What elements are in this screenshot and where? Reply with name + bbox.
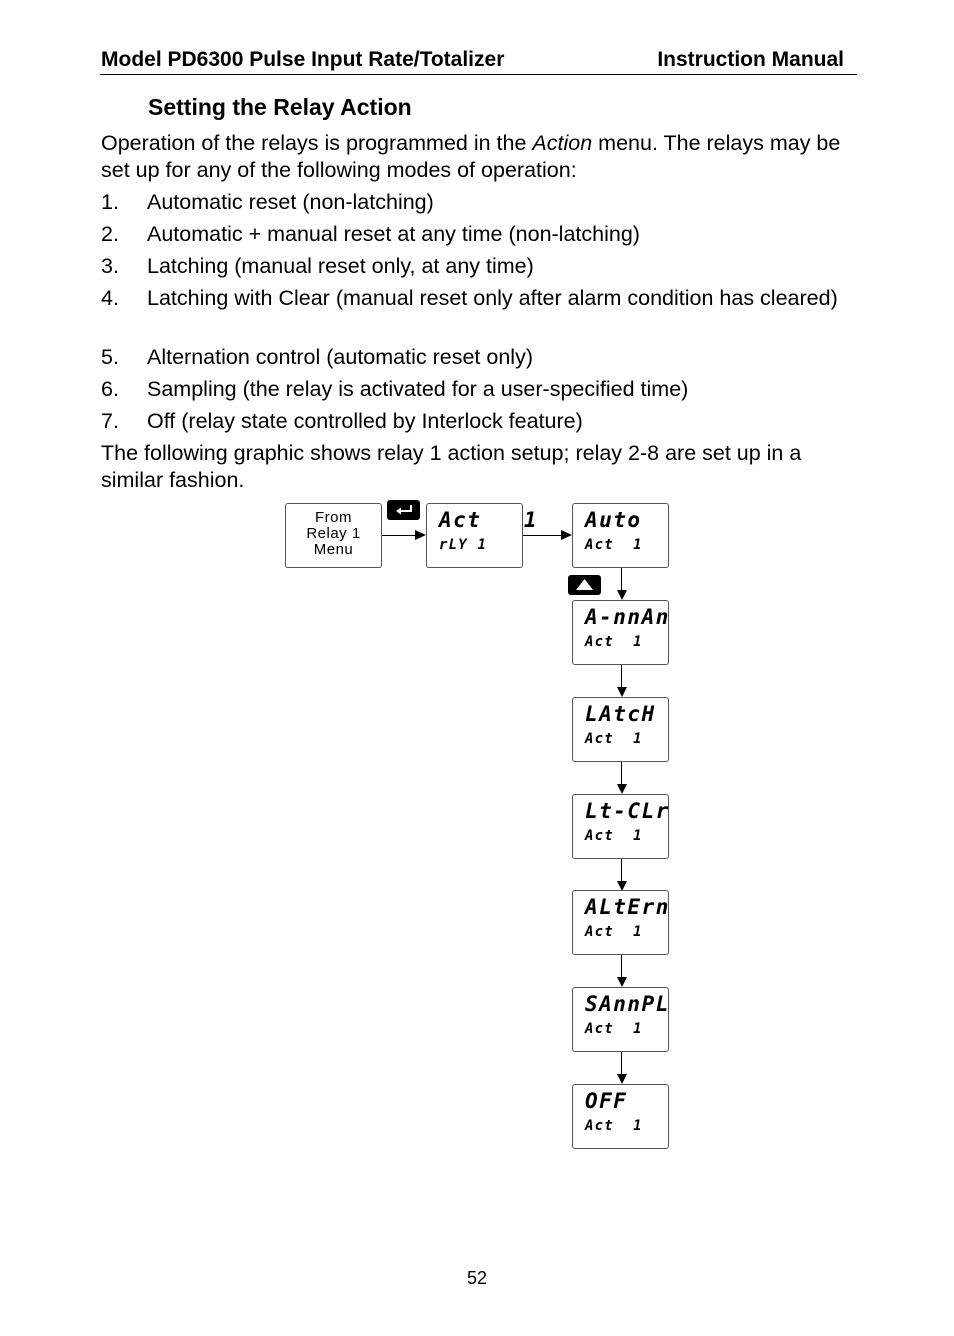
connector-line (621, 955, 622, 977)
arrow-down-icon (617, 784, 627, 794)
up-arrow-key-icon (568, 575, 601, 595)
menu-line: Menu (313, 541, 354, 558)
display-bottom-line: rLY 1 (439, 537, 488, 553)
from-relay-menu-box (285, 503, 382, 568)
intro-paragraph (101, 130, 861, 184)
section-title: Setting the Relay Action (148, 94, 412, 120)
list-number: 2. (101, 222, 119, 246)
list-text: Alternation control (automatic reset only) (147, 345, 533, 369)
list-text: Automatic + manual reset at any time (non-latching) (147, 222, 640, 246)
list-number: 1. (101, 190, 119, 214)
option-box-latch-clear (572, 794, 669, 859)
connector-line (621, 665, 622, 687)
display-top-line: A-nnAn (585, 605, 670, 629)
display-bottom-line: Act 1 (585, 634, 643, 650)
list-number: 4. (101, 286, 119, 310)
option-box-auto-manual (572, 600, 669, 665)
enter-return-icon (387, 500, 420, 520)
display-bottom-line: Act 1 (585, 731, 643, 747)
header-title: Model PD6300 Pulse Input Rate/Totalizer (101, 48, 505, 71)
outro-paragraph: The following graphic shows relay 1 action setup; relay 2-8 are set up in a similar fashion. (101, 441, 802, 492)
option-box-alternate (572, 890, 669, 955)
option-box-sample (572, 987, 669, 1052)
display-top-line: OFF (585, 1089, 628, 1113)
display-top-line: ALtErn (585, 895, 670, 919)
option-box-auto (572, 503, 669, 568)
intro-italic-action: Action (532, 131, 593, 155)
display-bottom-line: Act 1 (585, 924, 643, 940)
option-box-latch (572, 697, 669, 762)
list-text: Off (relay state controlled by Interlock feature) (147, 409, 583, 433)
arrow-down-icon (617, 1074, 627, 1084)
list-text: Sampling (the relay is activated for a user-specified time) (147, 377, 689, 401)
arrow-down-icon (617, 687, 627, 697)
intro-text-after: menu. The relays may be set up for any of the following modes of operation: (101, 131, 841, 182)
display-top-line: Lt-CLr (585, 799, 670, 823)
list-text: Latching with Clear (manual reset only after alarm condition has cleared) (147, 286, 838, 310)
display-bottom-line: Act 1 (585, 1118, 643, 1134)
relay-line: Relay 1 (306, 525, 361, 542)
display-top-line: LAtcH (585, 702, 656, 726)
list-number: 5. (101, 345, 119, 369)
display-bottom-line: Act 1 (585, 537, 643, 553)
connector-line (621, 568, 622, 590)
display-bottom-line: Act 1 (585, 1021, 643, 1037)
arrow-right-icon (561, 530, 572, 540)
display-top-line: Auto (585, 508, 642, 532)
header-manual-label: Instruction Manual (657, 48, 844, 71)
list-number: 3. (101, 254, 119, 278)
page-number: 52 (466, 1268, 488, 1288)
display-top-line: SAnnPL (585, 992, 670, 1016)
connector-line (621, 859, 622, 881)
display-bottom-line: Act 1 (585, 828, 643, 844)
act-display-box (426, 503, 539, 568)
page-header (100, 46, 857, 75)
list-number: 6. (101, 377, 119, 401)
arrow-down-icon (617, 977, 627, 987)
connector-line (382, 535, 416, 536)
list-number: 7. (101, 409, 119, 433)
display-top-line: Act 1 (439, 508, 539, 532)
connector-line (523, 535, 561, 536)
connector-line (621, 1052, 622, 1074)
option-box-off (572, 1084, 669, 1149)
list-text: Automatic reset (non-latching) (147, 190, 434, 214)
arrow-right-icon (415, 530, 426, 540)
list-text: Latching (manual reset only, at any time) (147, 254, 534, 278)
intro-text-before: Operation of the relays is programmed in the (101, 131, 533, 155)
arrow-down-icon (617, 590, 627, 600)
connector-line (621, 762, 622, 784)
from-line: From (315, 509, 352, 526)
